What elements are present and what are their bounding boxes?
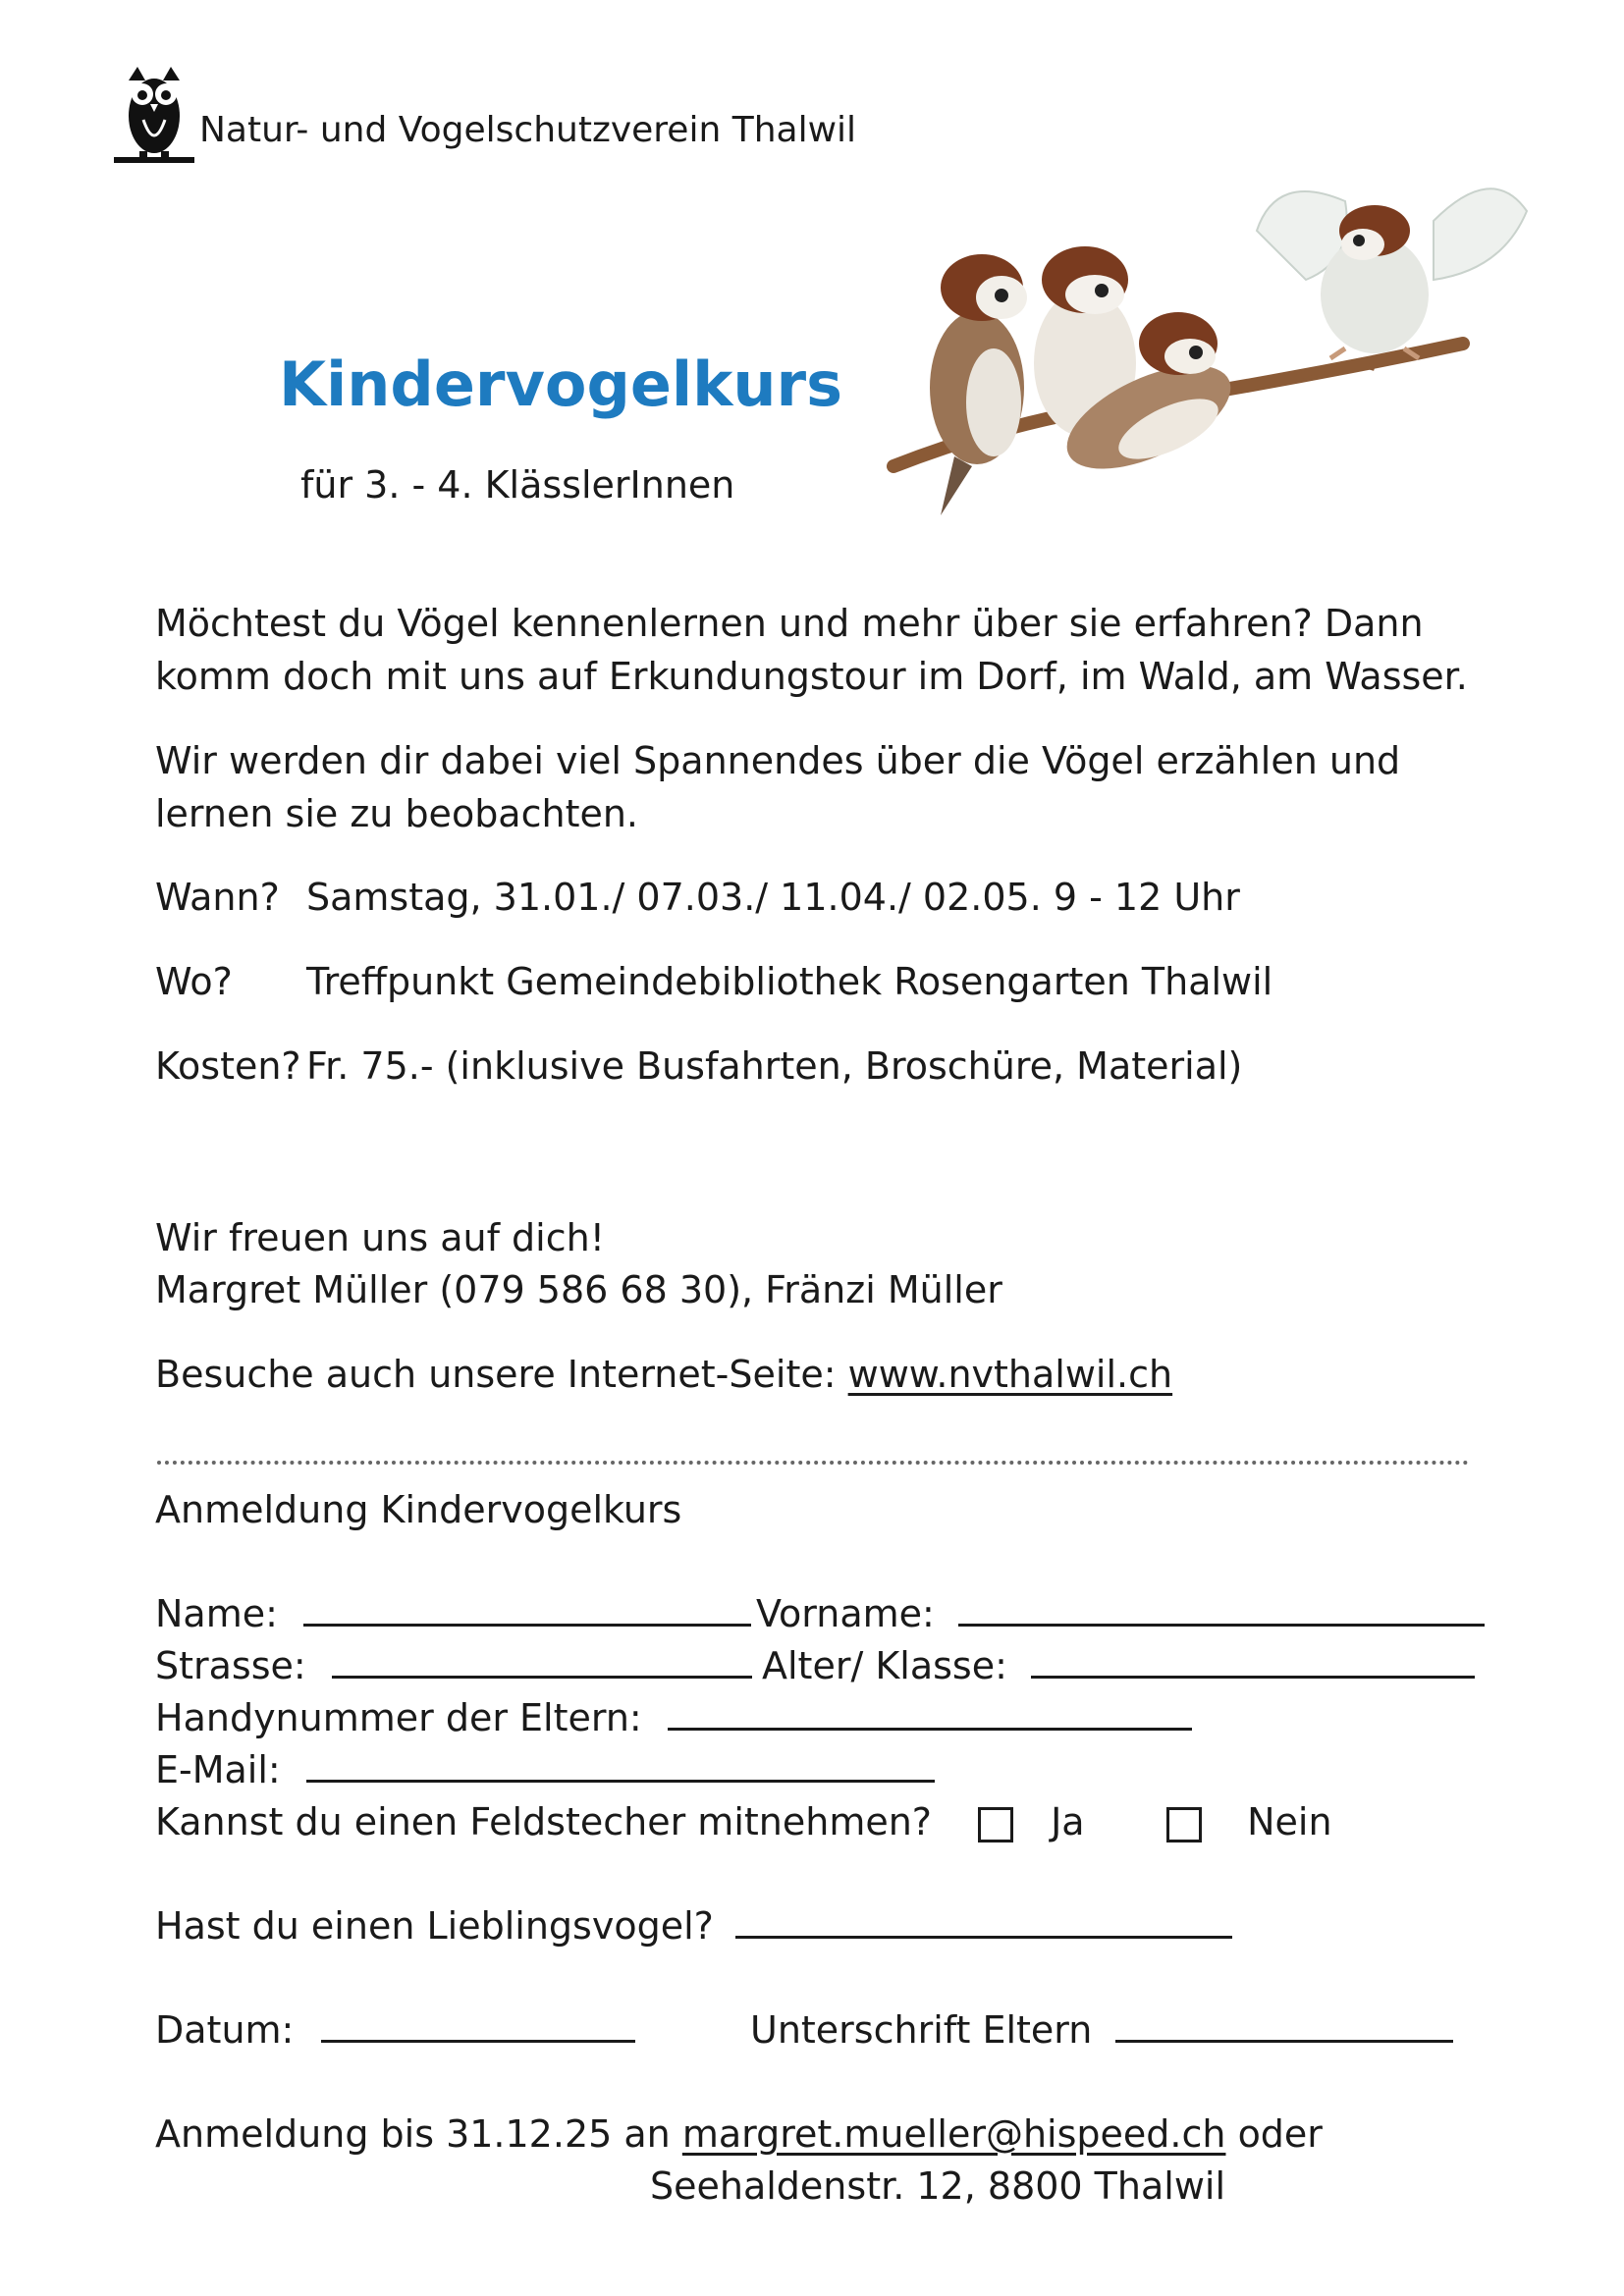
- owl-icon: [110, 61, 198, 169]
- cost-label: Kosten?: [155, 1044, 301, 1088]
- strasse-row: [155, 1642, 752, 1690]
- no-option[interactable]: [1166, 1798, 1332, 1846]
- contact-info: Margret Müller (079 586 68 30), Fränzi Müller: [155, 1268, 1002, 1311]
- form-heading: Anmeldung Kindervogelkurs: [155, 1488, 682, 1531]
- handy-field[interactable]: [668, 1698, 1192, 1731]
- name-label: Name:: [155, 1592, 278, 1635]
- name-field[interactable]: [303, 1594, 751, 1627]
- subtitle: für 3. - 4. KlässlerInnen: [300, 463, 735, 507]
- where-label: Wo?: [155, 960, 233, 1003]
- vorname-field[interactable]: [958, 1594, 1485, 1627]
- intro-paragraph-2: Wir werden dir dabei viel Spannendes über die Vögel erzählen und lernen sie zu beobachten.: [155, 739, 1401, 835]
- cost-value: Fr. 75.- (inklusive Busfahrten, Broschüre, Material): [306, 1044, 1243, 1088]
- date-label: Datum:: [155, 2008, 295, 2052]
- website-label: Besuche auch unsere Internet-Seite:: [155, 1353, 837, 1396]
- strasse-label: Strasse:: [155, 1644, 306, 1687]
- no-checkbox[interactable]: [1166, 1807, 1202, 1842]
- handy-label: Handynummer der Eltern:: [155, 1696, 642, 1739]
- alter-label: Alter/ Klasse:: [762, 1644, 1007, 1687]
- yes-label: Ja: [1051, 1800, 1085, 1843]
- alter-row: [762, 1642, 1475, 1690]
- email-label: E-Mail:: [155, 1748, 281, 1791]
- favorite-bird-row: [155, 1902, 1232, 1950]
- favorite-bird-field[interactable]: [735, 1906, 1232, 1939]
- yes-option[interactable]: [978, 1798, 1085, 1846]
- date-row: [155, 2006, 635, 2055]
- illustration: [884, 172, 1532, 525]
- page-title: Kindervogelkurs: [279, 348, 842, 420]
- deadline-line: [155, 2110, 1323, 2159]
- name-row: [155, 1590, 751, 1638]
- greeting: Wir freuen uns auf dich!: [155, 1216, 605, 1259]
- when-value: Samstag, 31.01./ 07.03./ 11.04./ 02.05. 9 - 12 Uhr: [306, 876, 1240, 919]
- website-link[interactable]: www.nvthalwil.ch: [847, 1353, 1173, 1396]
- cut-line-divider: [157, 1461, 1469, 1465]
- yes-checkbox[interactable]: [978, 1807, 1013, 1842]
- no-label: Nein: [1247, 1800, 1332, 1843]
- website-line: [155, 1351, 1172, 1399]
- email-field[interactable]: [306, 1750, 935, 1783]
- logo: [110, 61, 198, 169]
- where-value: Treffpunkt Gemeindebibliothek Rosengarten Thalwil: [306, 960, 1273, 1003]
- alter-field[interactable]: [1031, 1646, 1475, 1679]
- intro-paragraph-1: Möchtest du Vögel kennenlernen und mehr über sie erfahren? Dann komm doch mit uns auf Erkundungstour im Dorf, im Wald, am Wasser.: [155, 602, 1468, 698]
- binocular-question: Kannst du einen Feldstecher mitnehmen?: [155, 1800, 932, 1843]
- date-field[interactable]: [321, 2010, 635, 2043]
- postal-address: Seehaldenstr. 12, 8800 Thalwil: [650, 2164, 1226, 2208]
- or-text: oder: [1237, 2112, 1323, 2156]
- favorite-bird-label: Hast du einen Lieblingsvogel?: [155, 1904, 714, 1948]
- signature-field[interactable]: [1115, 2010, 1453, 2043]
- handy-row: [155, 1694, 1192, 1742]
- signature-row: [750, 2006, 1453, 2055]
- vorname-row: [756, 1590, 1485, 1638]
- strasse-field[interactable]: [332, 1646, 752, 1679]
- deadline-text: Anmeldung bis 31.12.25 an: [155, 2112, 671, 2156]
- signature-label: Unterschrift Eltern: [750, 2008, 1093, 2052]
- when-label: Wann?: [155, 876, 280, 919]
- email-link[interactable]: margret.mueller@hispeed.ch: [681, 2112, 1226, 2156]
- vorname-label: Vorname:: [756, 1592, 935, 1635]
- sparrows-on-branch-icon: [884, 172, 1532, 525]
- email-row: [155, 1746, 935, 1794]
- org-name: Natur- und Vogelschutzverein Thalwil: [199, 110, 857, 150]
